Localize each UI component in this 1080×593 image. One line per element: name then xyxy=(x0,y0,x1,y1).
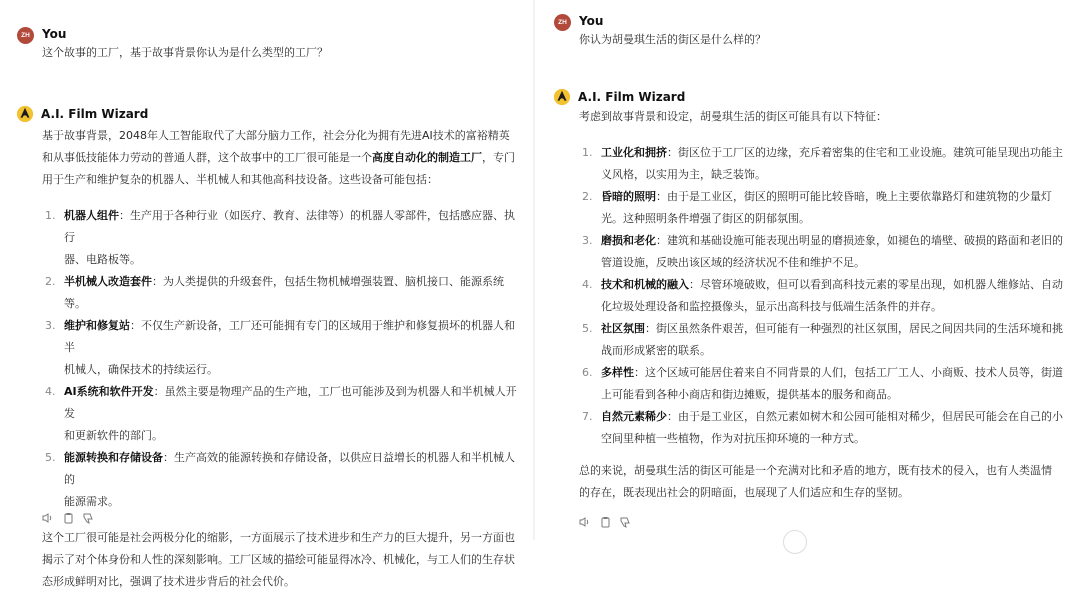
factory-items-list xyxy=(42,205,522,513)
message-actions xyxy=(42,512,94,524)
speaker-icon[interactable] xyxy=(42,512,54,524)
item-number: 2. xyxy=(45,275,56,288)
item-number: 2. xyxy=(582,190,593,203)
intro-line: 基于故事背景，2048年人工智能取代了大部分脑力工作，社会分化为拥有先进AI技术的富裕精英 xyxy=(42,129,510,142)
outro-line: 态形成鲜明对比，强调了技术进步背后的社会代价。 xyxy=(42,575,295,588)
item-title: 昏暗的照明 xyxy=(601,190,656,203)
item-number: 4. xyxy=(582,278,593,291)
item-title: 能源转换和存储设备 xyxy=(64,451,163,464)
user-name: You xyxy=(579,14,604,28)
user-message-text: 这个故事的工厂，基于故事背景你认为是什么类型的工厂？ xyxy=(42,46,328,59)
list-item xyxy=(579,362,1074,406)
assistant-header xyxy=(16,106,148,123)
item-number: 1. xyxy=(582,146,593,159)
wizard-icon xyxy=(16,105,34,123)
item-text: ：街区虽然条件艰苦，但可能有一种强烈的社区氛围，居民之间因共同的生活环境和挑 xyxy=(645,322,1063,335)
intro-paragraph xyxy=(42,125,522,191)
item-title: 磨损和老化 xyxy=(601,234,656,247)
item-text: 机械人，确保技术的持续运行。 xyxy=(64,363,218,376)
user-message xyxy=(554,13,766,51)
outro-paragraph xyxy=(42,527,522,593)
item-title: 自然元素稀少 xyxy=(601,410,667,423)
item-text: ：虽然主要是物理产品的生产地，工厂也可能涉及到为机器人和半机械人开发 xyxy=(64,385,517,420)
item-text: 化垃圾处理设备和监控摄像头，显示出高科技与低端生活条件的并存。 xyxy=(601,300,942,313)
item-title: 技术和机械的融入 xyxy=(601,278,689,291)
list-item xyxy=(579,406,1074,450)
item-number: 4. xyxy=(45,385,56,398)
list-item xyxy=(579,274,1074,318)
panel-divider xyxy=(533,0,535,540)
copy-icon[interactable] xyxy=(599,516,611,528)
outro-line: 揭示了对个体身份和人性的深刻影响。工厂区域的描绘可能显得冰冷、机械化，与工人们的生存状 xyxy=(42,553,515,566)
item-text: 义风格，以实用为主，缺乏装饰。 xyxy=(601,168,766,181)
left-chat-panel xyxy=(0,0,530,588)
assistant-name: A.I. Film Wizard xyxy=(578,90,686,104)
neighborhood-features-list xyxy=(579,142,1074,450)
list-item xyxy=(42,315,522,381)
user-avatar: ZH xyxy=(554,14,571,31)
item-text: ：由于是工业区，街区的照明可能比较昏暗，晚上主要依靠路灯和建筑物的少量灯 xyxy=(656,190,1052,203)
item-text: ：生产用于各种行业（如医疗、教育、法律等）的机器人零部件，包括感应器、执行 xyxy=(64,209,515,244)
list-item xyxy=(579,318,1074,362)
item-number: 6. xyxy=(582,366,593,379)
intro-bold: 高度自动化的制造工厂 xyxy=(372,151,482,164)
item-text: ：生产高效的能源转换和存储设备，以供应日益增长的机器人和半机械人的 xyxy=(64,451,515,486)
list-item xyxy=(579,186,1074,230)
outro-line: 这个工厂很可能是社会两极分化的缩影，一方面展示了技术进步和生产力的巨大提升，另一方面也 xyxy=(42,531,515,544)
list-item xyxy=(42,205,522,271)
item-text: 能源需求。 xyxy=(64,495,119,508)
outro-line: 的存在，既表现出社会的阴暗面，也展现了人们适应和生存的坚韧。 xyxy=(579,486,909,499)
right-chat-panel xyxy=(538,0,1080,540)
intro-line: ，专门 xyxy=(482,151,515,164)
list-item xyxy=(579,230,1074,274)
item-title: AI系统和软件开发 xyxy=(64,385,154,398)
intro-line: 和从事低技能体力劳动的普通人群，这个故事中的工厂很可能是一个 xyxy=(42,151,372,164)
item-title: 维护和修复站 xyxy=(64,319,130,332)
user-name: You xyxy=(42,27,67,41)
item-title: 多样性 xyxy=(601,366,634,379)
item-number: 3. xyxy=(582,234,593,247)
thumbs-down-icon[interactable] xyxy=(82,512,94,524)
user-message-text: 你认为胡曼琪生活的街区是什么样的？ xyxy=(579,33,766,46)
message-actions xyxy=(579,516,631,528)
item-number: 1. xyxy=(45,209,56,222)
item-text: 管道设施，反映出该区域的经济状况不佳和维护不足。 xyxy=(601,256,865,269)
intro-line: 用于生产和维护复杂的机器人、半机械人和其他高科技设备。这些设备可能包括： xyxy=(42,173,438,186)
item-title: 社区氛围 xyxy=(601,322,645,335)
assistant-message xyxy=(579,106,1074,504)
scroll-down-button[interactable] xyxy=(783,530,807,554)
item-title: 半机械人改造套件 xyxy=(64,275,152,288)
list-item xyxy=(42,271,522,315)
outro-paragraph xyxy=(579,460,1074,504)
thumbs-down-icon[interactable] xyxy=(619,516,631,528)
item-text: ：为人类提供的升级套件，包括生物机械增强装置、脑机接口、能源系统等。 xyxy=(64,275,504,310)
outro-line: 总的来说，胡曼琪生活的街区可能是一个充满对比和矛盾的地方，既有技术的侵入，也有人类温情 xyxy=(579,464,1052,477)
item-text: ：不仅生产新设备，工厂还可能拥有专门的区域用于维护和修复损坏的机器人和半 xyxy=(64,319,515,354)
user-avatar: ZH xyxy=(17,27,34,44)
item-text: 光。这种照明条件增强了街区的阴郁氛围。 xyxy=(601,212,810,225)
speaker-icon[interactable] xyxy=(579,516,591,528)
wizard-icon xyxy=(553,88,571,106)
item-text: 空间里种植一些植物，作为对抗压抑环境的一种方式。 xyxy=(601,432,865,445)
item-text: 上可能看到各种小商店和街边摊贩，提供基本的服务和商品。 xyxy=(601,388,898,401)
item-text: ：街区位于工厂区的边缘，充斥着密集的住宅和工业设施。建筑可能呈现出功能主 xyxy=(667,146,1063,159)
assistant-name: A.I. Film Wizard xyxy=(41,107,149,121)
item-title: 机器人组件 xyxy=(64,209,119,222)
user-message xyxy=(17,26,328,64)
copy-icon[interactable] xyxy=(62,512,74,524)
assistant-message xyxy=(42,125,522,593)
item-number: 3. xyxy=(45,319,56,332)
item-text: ：建筑和基础设施可能表现出明显的磨损迹象，如褪色的墙壁、破损的路面和老旧的 xyxy=(656,234,1063,247)
item-text: ：由于是工业区，自然元素如树木和公园可能相对稀少，但居民可能会在自己的小 xyxy=(667,410,1063,423)
assistant-header xyxy=(553,89,685,106)
item-number: 7. xyxy=(582,410,593,423)
list-item xyxy=(579,142,1074,186)
item-number: 5. xyxy=(582,322,593,335)
item-title: 工业化和拥挤 xyxy=(601,146,667,159)
item-text: 和更新软件的部门。 xyxy=(64,429,163,442)
list-item xyxy=(42,447,522,513)
item-text: 器、电路板等。 xyxy=(64,253,141,266)
item-text: ：这个区域可能居住着来自不同背景的人们，包括工厂工人、小商贩、技术人员等，街道 xyxy=(634,366,1063,379)
item-text: 战而形成紧密的联系。 xyxy=(601,344,711,357)
intro-paragraph: 考虑到故事背景和设定，胡曼琪生活的街区可能具有以下特征： xyxy=(579,110,887,123)
item-number: 5. xyxy=(45,451,56,464)
item-text: ：尽管环境破败，但可以看到高科技元素的零星出现，如机器人维修站、自动 xyxy=(689,278,1063,291)
list-item xyxy=(42,381,522,447)
